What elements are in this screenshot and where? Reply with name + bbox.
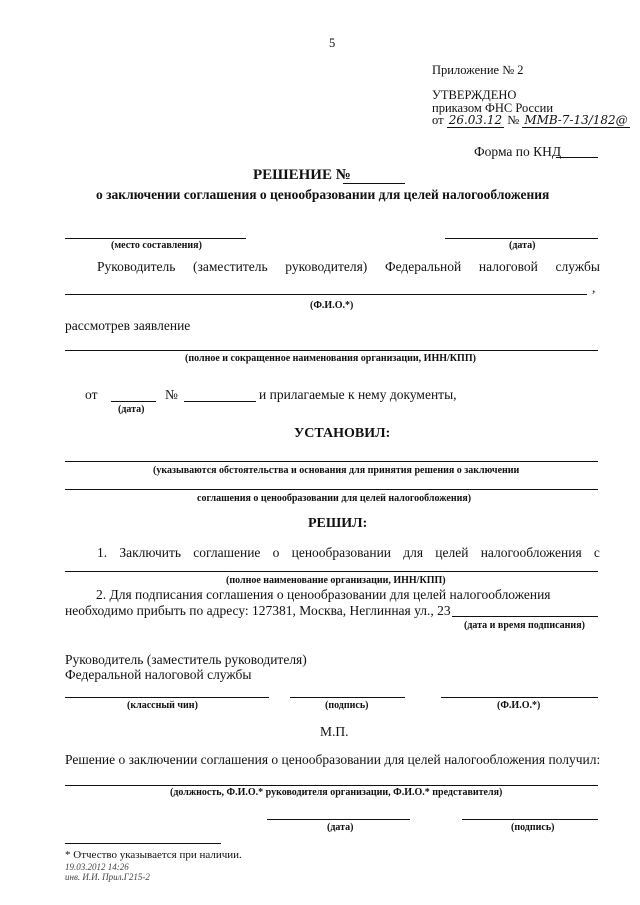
recipient-field[interactable] <box>65 785 598 786</box>
handwritten-number: ММВ-7-13/182@ <box>524 113 628 127</box>
received-date-field[interactable] <box>267 819 410 820</box>
decision-number-field[interactable] <box>343 183 405 184</box>
date-prefix: от <box>432 113 444 127</box>
head-of-service-line <box>97 259 600 275</box>
approved-label: УТВЕРЖДЕНО <box>432 88 517 102</box>
place-caption: (место составления) <box>111 240 202 251</box>
grounds-field-2[interactable] <box>65 489 598 490</box>
received-signature-caption: (подпись) <box>511 822 555 833</box>
handwritten-date: 26.03.12 <box>448 113 503 127</box>
head-line-word: налоговой <box>478 259 538 274</box>
org-name-field[interactable] <box>65 350 598 351</box>
org-full-caption: (полное наименование организации, ИНН/КПП) <box>226 575 446 586</box>
recipient-caption: (должность, Ф.И.О.* руководителя организации, Ф.И.О.* представителя) <box>170 787 503 798</box>
application-date-caption: (дата) <box>118 404 145 415</box>
head-line-word: Федеральной <box>384 259 462 274</box>
considered-label: рассмотрев заявление <box>65 318 191 333</box>
head-fio-field[interactable] <box>65 294 587 295</box>
grounds-field-1[interactable] <box>65 461 598 462</box>
grounds-caption-2: соглашения о ценообразовании для целей налогообложения) <box>197 493 472 504</box>
received-text: Решение о заключении соглашения о ценообразовании для целей налогообложения получил: <box>65 752 601 767</box>
signer-fio-field[interactable] <box>441 697 598 698</box>
received-date-caption: (дата) <box>327 822 354 833</box>
rank-field[interactable] <box>65 697 269 698</box>
signing-datetime-field[interactable] <box>452 616 598 617</box>
attached-docs-text: и прилагаемые к нему документы, <box>259 387 457 402</box>
item-1-word: Заключить <box>119 545 182 560</box>
head-line-word: службы <box>555 259 600 274</box>
grounds-caption-1: (указываются обстоятельства и основания для принятия решения о заключении <box>153 465 520 476</box>
item-1-word: ценообразовании <box>291 545 392 560</box>
rank-caption: (классный чин) <box>127 700 198 711</box>
head-line-word: Руководитель <box>97 259 176 274</box>
item-2-line-1: 2. Для подписания соглашения о ценообразовании для целей налогообложения <box>96 587 551 602</box>
footnote: * Отчество указывается при наличии. <box>65 849 242 861</box>
item-1-word: соглашение <box>193 545 261 560</box>
order-label: приказом ФНС России <box>432 101 554 115</box>
form-knd-field[interactable] <box>556 157 598 158</box>
item-1-line <box>97 545 600 561</box>
item-1-word: о <box>272 545 280 560</box>
appendix-title: Приложение № 2 <box>432 63 524 77</box>
item-2-line-2: необходимо прибыть по адресу: 127381, Москва, Неглинная ул., 23 <box>65 603 451 618</box>
signer-line-2: Федеральной налоговой службы <box>65 667 252 682</box>
item-1-word: целей <box>435 545 469 560</box>
signature-field[interactable] <box>290 697 405 698</box>
application-date-field[interactable] <box>111 401 156 402</box>
head-fio-caption: (Ф.И.О.*) <box>310 300 354 311</box>
signer-line-1: Руководитель (заместитель руководителя) <box>65 652 307 667</box>
footnote-separator <box>65 843 221 844</box>
item-1-word: с <box>593 545 600 560</box>
stamp-label: М.П. <box>320 724 349 739</box>
item-1-word: налогообложения <box>480 545 582 560</box>
page-number: 5 <box>329 36 336 50</box>
established-heading: УСТАНОВИЛ: <box>294 426 391 441</box>
no-label: № <box>165 387 178 402</box>
decided-heading: РЕШИЛ: <box>308 516 368 531</box>
org-full-field[interactable] <box>65 571 598 572</box>
place-field[interactable] <box>65 238 246 239</box>
signature-caption: (подпись) <box>325 700 369 711</box>
comma: , <box>592 280 596 295</box>
received-signature-field[interactable] <box>462 819 598 820</box>
order-date-line <box>432 113 630 128</box>
signer-fio-caption: (Ф.И.О.*) <box>497 700 541 711</box>
number-prefix: № <box>507 113 520 127</box>
head-line-word: (заместитель <box>193 259 268 274</box>
signing-datetime-caption: (дата и время подписания) <box>464 620 585 631</box>
application-number-field[interactable] <box>184 401 256 402</box>
print-stamp-2: инв. И.И. Прил.Г215-2 <box>65 872 150 882</box>
print-stamp-1: 19.03.2012 14:26 <box>65 862 129 872</box>
item-1-word: для <box>403 545 424 560</box>
head-line-word: руководителя) <box>285 259 368 274</box>
from-label: от <box>85 387 98 402</box>
org-name-caption: (полное и сокращенное наименования организации, ИНН/КПП) <box>185 353 476 364</box>
item-1-word: 1. <box>97 545 108 560</box>
form-knd-label: Форма по КНД <box>474 144 562 159</box>
decision-subtitle: о заключении соглашения о ценообразовании для целей налогообложения <box>96 187 550 202</box>
decision-title: РЕШЕНИЕ № <box>253 167 351 183</box>
date-caption: (дата) <box>509 240 536 251</box>
date-field[interactable] <box>445 238 598 239</box>
